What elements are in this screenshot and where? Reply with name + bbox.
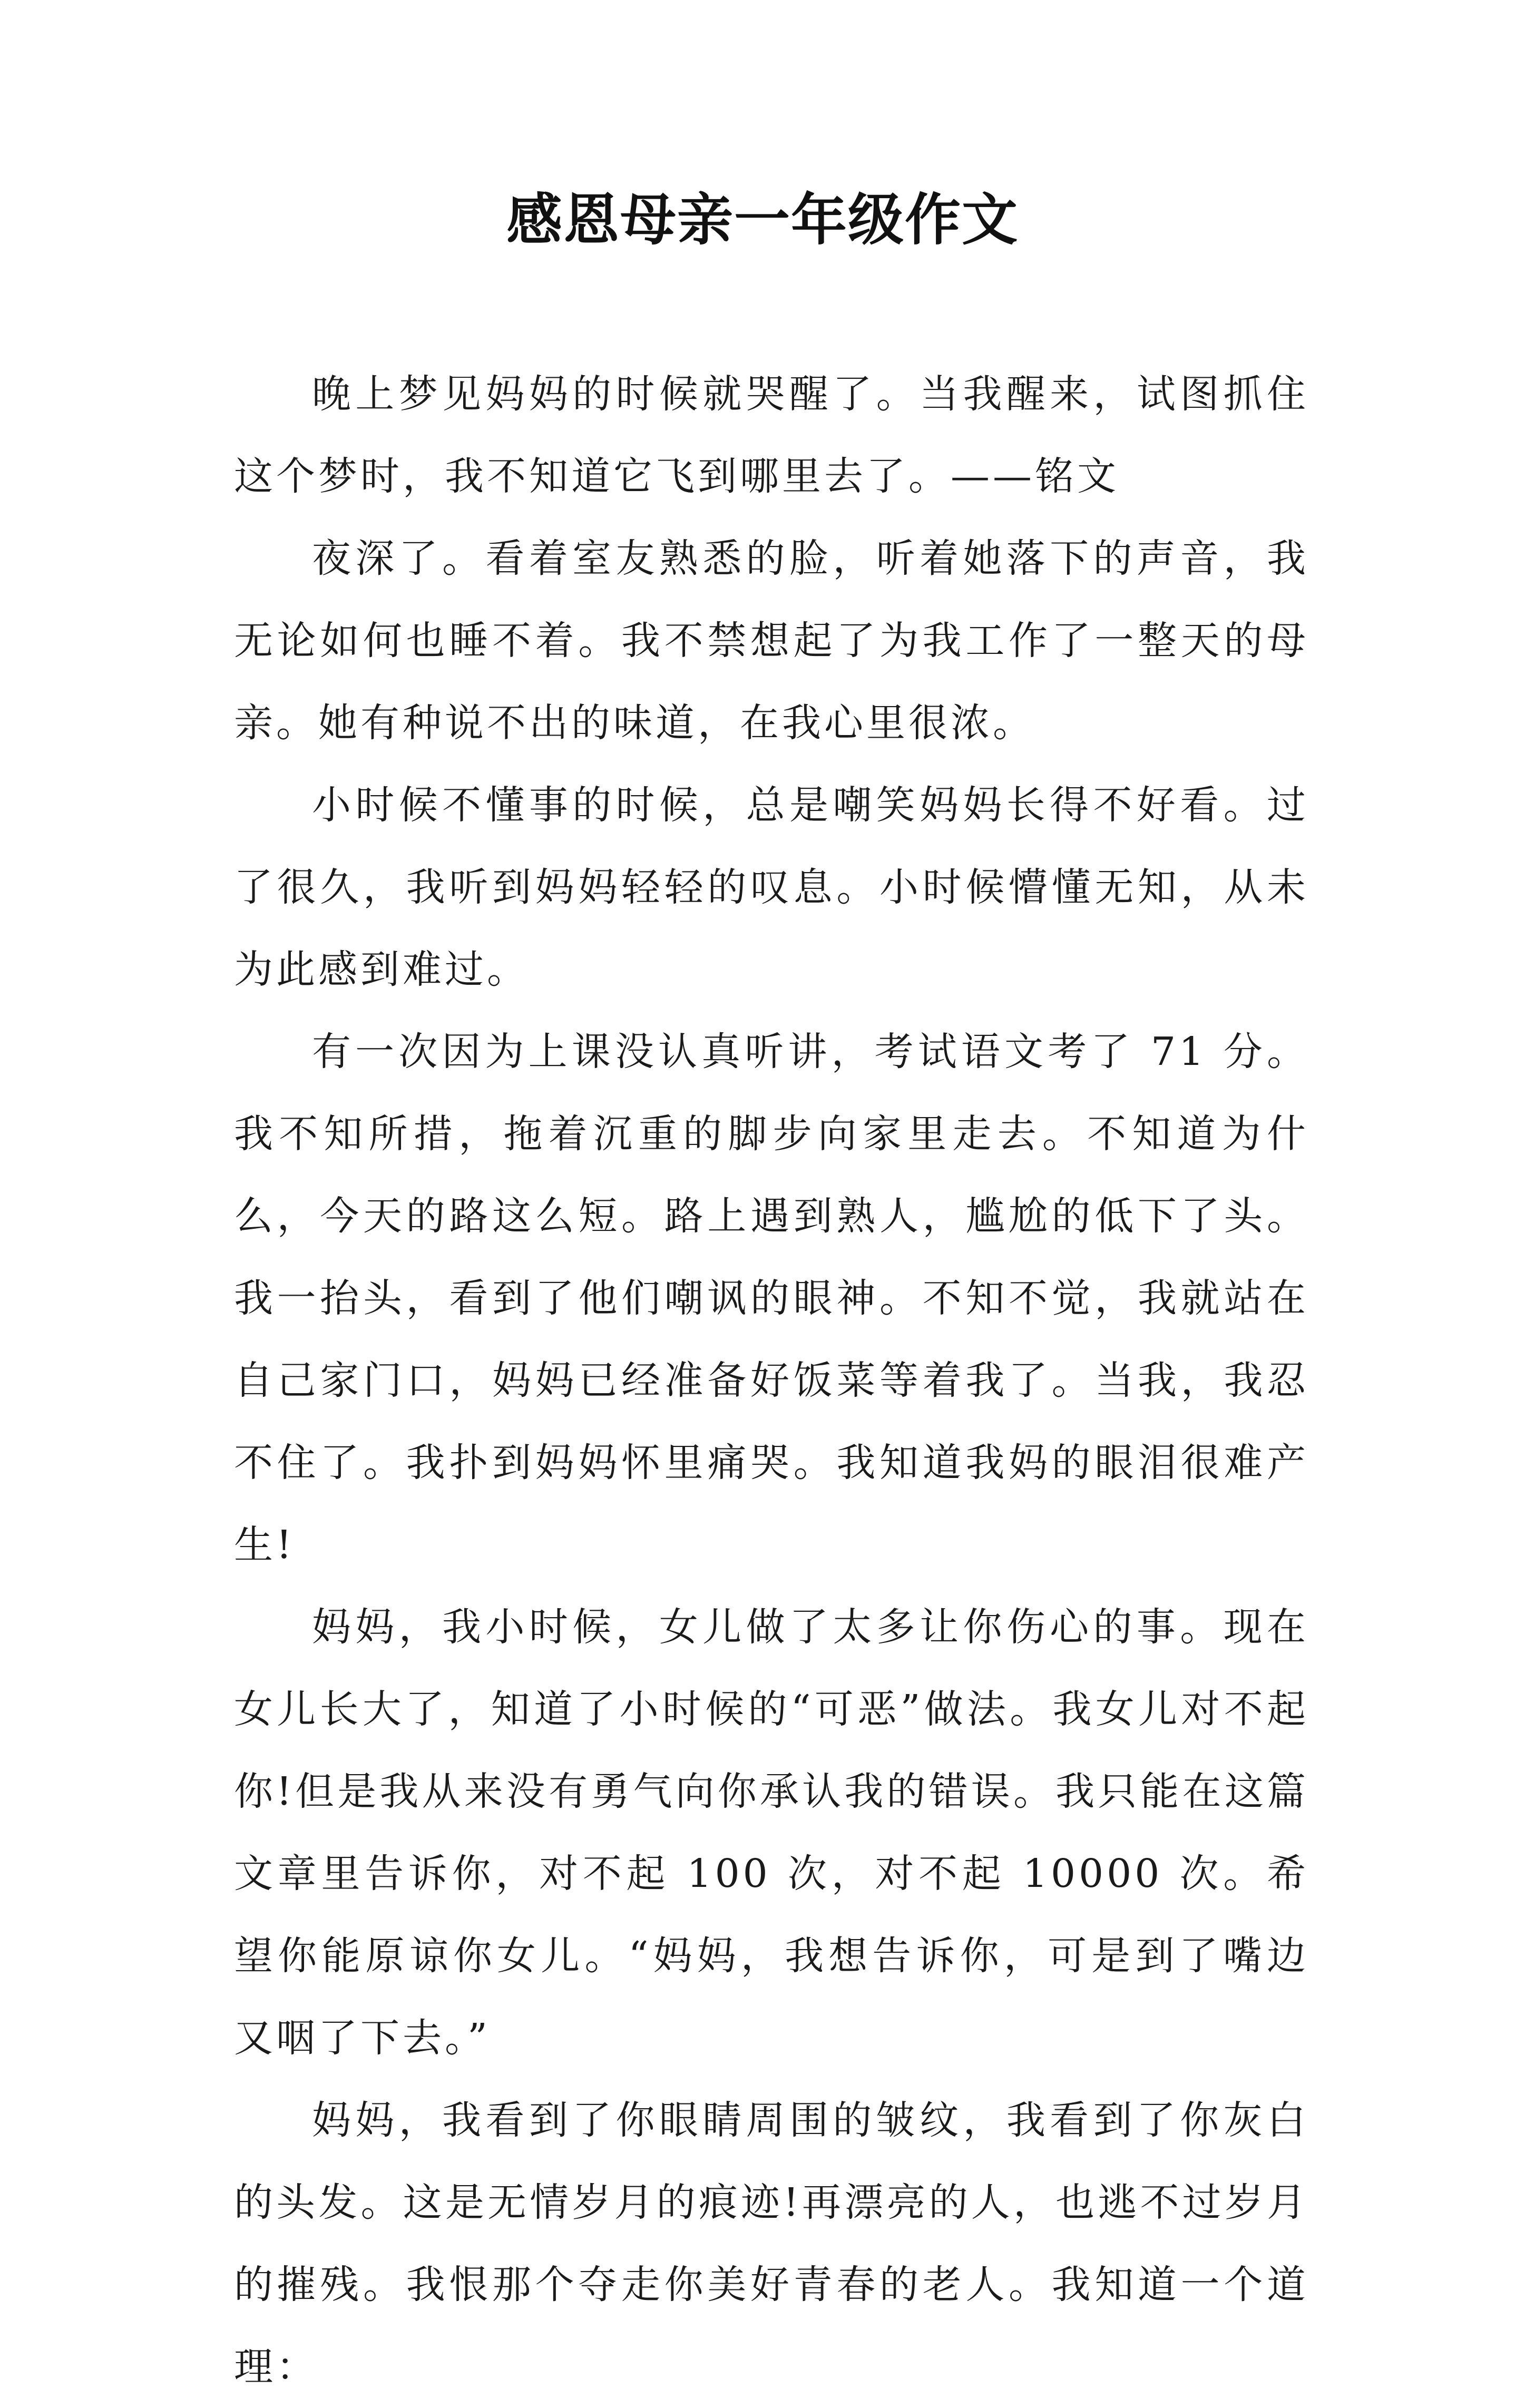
paragraph: 妈妈，我看到了你眼睛周围的皱纹，我看到了你灰白的头发。这是无情岁月的痕迹!再漂亮的人，也逃不过岁月的摧残。我恨那个夺走你美好青春的老人。我知道一个道理：: [234, 2098, 1309, 2390]
document-body: [234, 353, 1309, 2408]
paragraph: 有一次因为上课没认真听讲，考试语文考了 71 分。我不知所措，拖着沉重的脚步向家里走去。不知道为什么，今天的路这么短。路上遇到熟人，尴尬的低下了头。我一抬头，看到了他们嘲讽的眼神。不知不觉，我就站在自己家门口，妈妈已经准备好饭菜等着我了。当我，我忍不住了。我扑到妈妈怀里痛哭。我知道我妈的眼泪很难产生!: [234, 1029, 1309, 1568]
paragraph: 小时候不懂事的时候，总是嘲笑妈妈长得不好看。过了很久，我听到妈妈轻轻的叹息。小时候懵懂无知，从未为此感到难过。: [234, 782, 1309, 992]
paragraph: 晚上梦见妈妈的时候就哭醒了。当我醒来，试图抓住这个梦时，我不知道它飞到哪里去了。——铭文: [234, 371, 1309, 499]
paragraph: 夜深了。看着室友熟悉的脸，听着她落下的声音，我无论如何也睡不着。我不禁想起了为我工作了一整天的母亲。她有种说不出的味道，在我心里很浓。: [234, 536, 1309, 746]
paragraph: 妈妈，我小时候，女儿做了太多让你伤心的事。现在女儿长大了，知道了小时候的“可恶”做法。我女儿对不起你!但是我从来没有勇气向你承认我的错误。我只能在这篇文章里告诉你，对不起 100 次，对不起 10000 次。希望你能原谅你女儿。“妈妈，我想告诉你，可是到了嘴边又咽了下去。”: [234, 1604, 1309, 2061]
document-title: 感恩母亲一年级作文: [506, 187, 1019, 252]
